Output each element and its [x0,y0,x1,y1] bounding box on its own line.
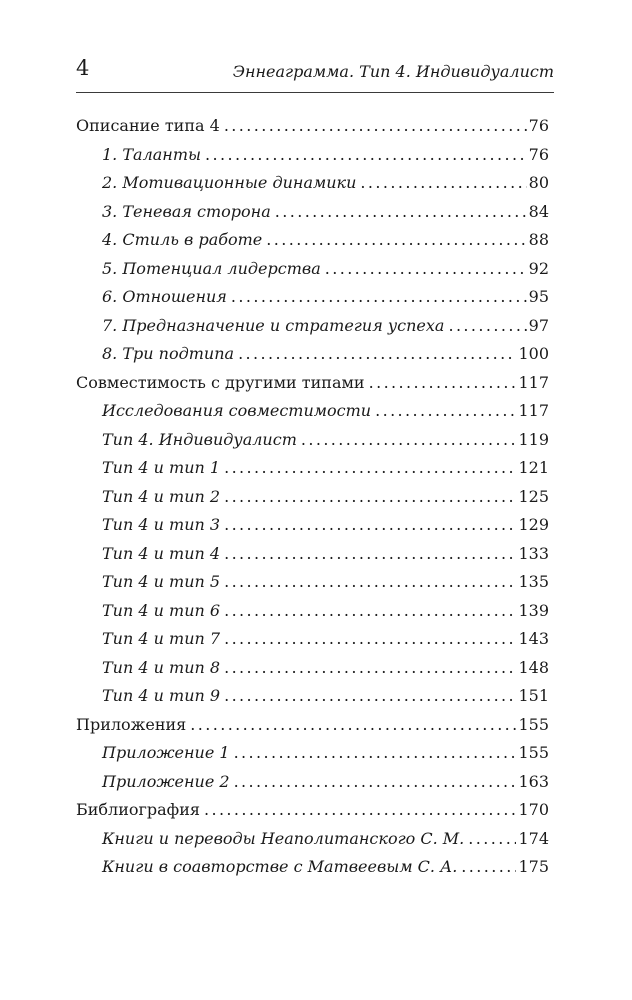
toc-entry[interactable] [76,853,549,882]
toc-entry-page: 125 [518,486,549,506]
toc-entry-title: 7. Предназначение и стратегия успеха [102,315,445,335]
toc-entry[interactable] [76,226,549,255]
dot-leader [205,141,527,170]
toc-entry-title: Тип 4 и тип 9 [102,686,221,705]
toc-entry-page: 117 [518,401,549,420]
toc-entry-page: 97 [528,315,549,335]
toc-entry-page: 163 [518,771,549,791]
table-of-contents [76,112,549,882]
dot-leader [224,682,516,711]
running-title: Эннеаграмма. Тип 4. Индивидуалист [232,62,554,81]
toc-entry-title: Тип 4 и тип 8 [102,657,221,677]
toc-entry-title: Приложение 1 [102,743,230,762]
dot-leader [360,169,526,198]
toc-entry[interactable] [76,397,549,426]
dot-leader [301,426,517,455]
toc-entry-title: 8. Три подтипа [102,344,235,363]
toc-entry[interactable] [76,369,549,398]
toc-entry-page: 139 [518,600,549,620]
toc-entry[interactable] [76,511,549,540]
toc-entry-page: 129 [518,515,549,534]
toc-entry[interactable] [76,283,549,312]
toc-entry-page: 143 [518,629,549,648]
toc-entry[interactable] [76,597,549,626]
toc-entry[interactable] [76,739,549,768]
toc-entry[interactable] [76,112,549,141]
toc-entry[interactable] [76,625,549,654]
toc-entry-page: 95 [528,287,549,306]
dot-leader [224,625,516,654]
dot-leader [224,511,516,540]
dot-leader [231,283,527,312]
dot-leader [325,255,527,284]
toc-entry[interactable] [76,568,549,597]
page-number: 4 [76,56,90,80]
dot-leader [468,825,516,854]
toc-entry-page: 170 [518,800,549,819]
dot-leader [224,112,527,141]
toc-entry-title: 3. Теневая сторона [102,201,271,221]
toc-entry[interactable] [76,141,549,170]
toc-entry[interactable] [76,768,549,797]
toc-entry-page: 155 [518,743,549,762]
toc-entry-page: 84 [528,201,549,221]
toc-entry-title: 6. Отношения [102,287,227,306]
toc-entry-page: 80 [528,173,549,192]
toc-entry-title: Библиография [76,800,200,819]
dot-leader [375,397,516,426]
toc-entry-page: 151 [518,686,549,705]
toc-entry-title: 4. Стиль в работе [102,230,263,249]
toc-entry-page: 119 [518,429,549,449]
toc-entry-title: Тип 4 и тип 3 [102,515,221,534]
toc-entry-title: Тип 4 и тип 5 [102,572,221,591]
toc-entry-title: Тип 4 и тип 6 [102,600,221,620]
toc-entry[interactable] [76,169,549,198]
dot-leader [234,739,517,768]
toc-entry[interactable] [76,682,549,711]
dot-leader [234,768,517,797]
toc-entry-title: Приложения [76,714,187,734]
toc-entry[interactable] [76,198,549,227]
toc-entry-title: Тип 4 и тип 7 [102,629,221,648]
toc-entry[interactable] [76,312,549,341]
dot-leader [224,568,516,597]
dot-leader [369,369,517,398]
toc-entry-page: 76 [528,116,549,135]
toc-entry-title: 1. Таланты [102,144,202,164]
toc-entry-page: 175 [518,857,549,876]
dot-leader [190,711,516,740]
toc-entry[interactable] [76,426,549,455]
toc-entry[interactable] [76,654,549,683]
dot-leader [275,198,527,227]
toc-entry-page: 135 [518,572,549,591]
toc-entry-title: Книги в соавторстве с Матвеевым С. А. [102,857,458,876]
dot-leader [224,483,516,512]
toc-entry-page: 174 [518,828,549,848]
toc-entry[interactable] [76,483,549,512]
toc-entry-page: 100 [518,344,549,363]
dot-leader [224,454,516,483]
toc-entry-page: 155 [518,714,549,734]
toc-entry[interactable] [76,711,549,740]
toc-entry-title: 2. Мотивационные динамики [102,173,357,192]
dot-leader [204,796,516,825]
dot-leader [238,340,516,369]
toc-entry-title: Тип 4. Индивидуалист [102,429,297,449]
toc-entry-page: 133 [518,543,549,563]
toc-entry-title: 5. Потенциал лидерства [102,258,321,278]
toc-entry[interactable] [76,454,549,483]
toc-entry-page: 148 [518,657,549,677]
dot-leader [224,540,516,569]
toc-entry-page: 76 [528,144,549,164]
toc-entry-page: 117 [518,372,549,392]
toc-entry[interactable] [76,540,549,569]
dot-leader [266,226,526,255]
toc-entry-title: Совместимость с другими типами [76,372,365,392]
toc-entry-page: 92 [528,258,549,278]
toc-entry-title: Тип 4 и тип 1 [102,458,221,477]
toc-entry-page: 121 [518,458,549,477]
toc-entry-title: Описание типа 4 [76,116,220,135]
toc-entry[interactable] [76,796,549,825]
header-rule [76,92,554,93]
toc-entry-page: 88 [528,230,549,249]
toc-entry-title: Тип 4 и тип 2 [102,486,221,506]
toc-entry-title: Тип 4 и тип 4 [102,543,221,563]
dot-leader [448,312,526,341]
toc-entry[interactable] [76,340,549,369]
toc-entry[interactable] [76,825,549,854]
toc-entry[interactable] [76,255,549,284]
toc-entry-title: Приложение 2 [102,771,230,791]
toc-entry-title: Исследования совместимости [102,401,372,420]
dot-leader [224,597,516,626]
dot-leader [224,654,516,683]
dot-leader [461,853,516,882]
toc-entry-title: Книги и переводы Неаполитанского С. М. [102,828,465,848]
